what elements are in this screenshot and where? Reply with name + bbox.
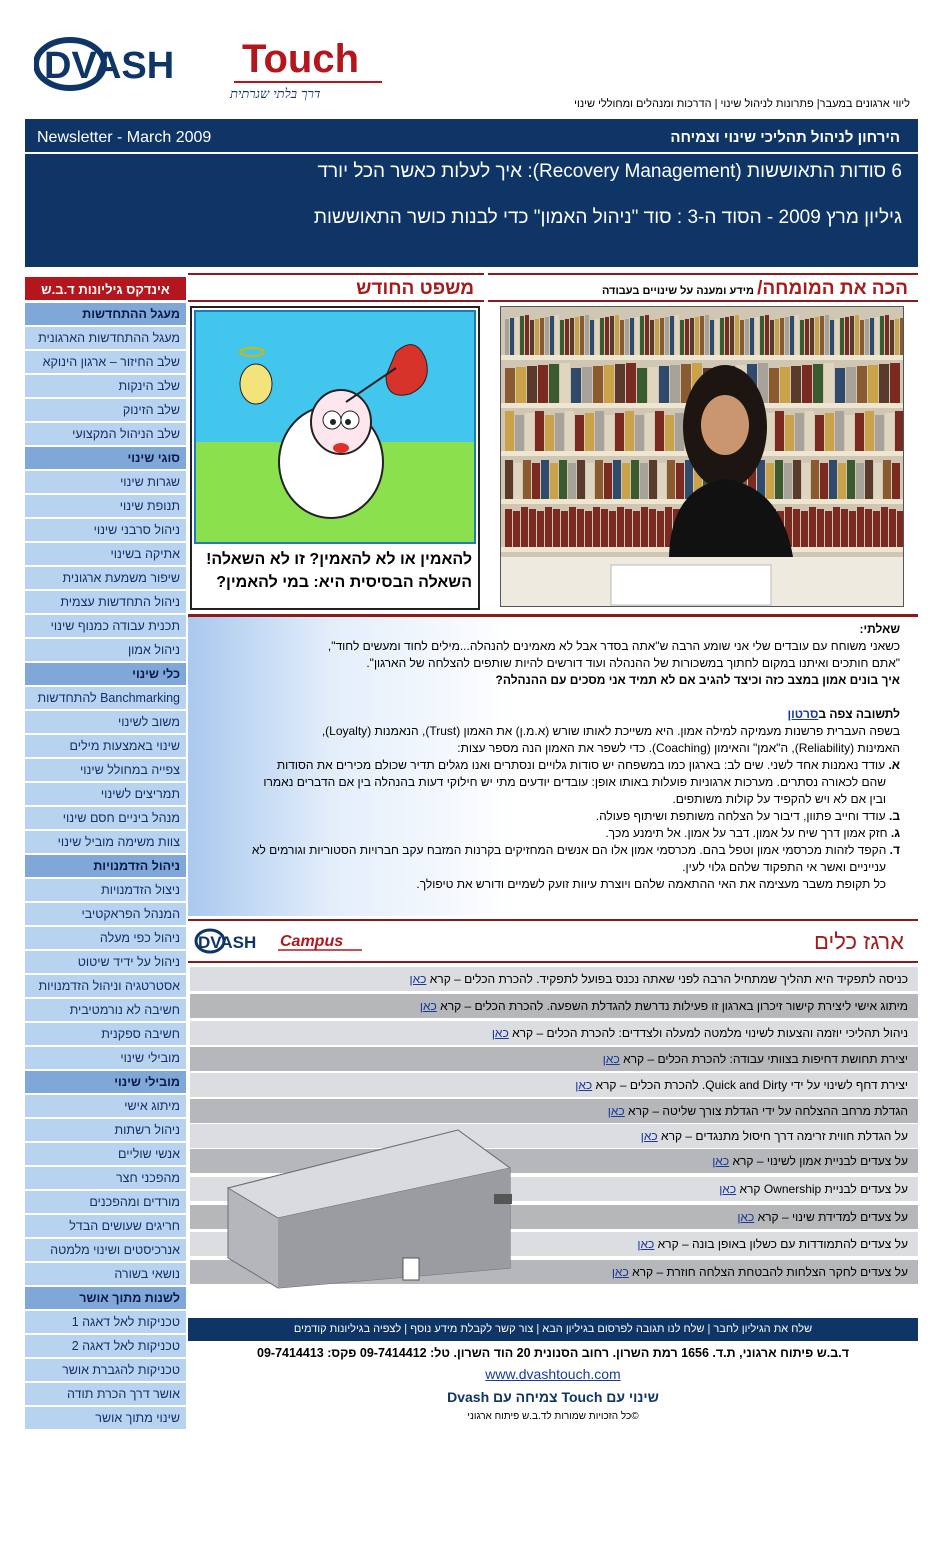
question-label: שאלתי: xyxy=(859,622,900,636)
newsletter-description: הירחון לניהול תהליכי שינוי וצמיחה xyxy=(670,129,900,146)
dvash-touch-logo[interactable] xyxy=(34,34,394,104)
read-here-link[interactable]: כאן xyxy=(737,1210,755,1224)
read-here-link[interactable]: כאן xyxy=(575,1078,593,1092)
tip-a-cont-2: ובין אם לא ויש להקפיד על קולות משותפים. xyxy=(672,792,886,806)
sidebar-link[interactable]: תכנית עבודה כמנוף שינוי xyxy=(25,615,186,637)
read-here-link[interactable]: כאן xyxy=(419,999,437,1013)
tip-d xyxy=(200,842,900,859)
quote-line-1: להאמין או לא להאמין? זו לא השאלה! xyxy=(206,551,472,568)
toolbox-item xyxy=(190,1073,918,1097)
footer-copyright: ©כל הזכויות שמורות לד.ב.ש פיתוח ארגוני xyxy=(467,1411,639,1422)
tip-d-cont: ענייניים ואשר אי התפקוד שלהם גלוי לעין. xyxy=(682,860,886,874)
campus-logo-word: Campus xyxy=(280,933,344,950)
red-rule xyxy=(188,961,918,963)
toolbox-image xyxy=(218,1118,518,1290)
sidebar-link[interactable]: Banchmarking להתחדשות xyxy=(25,687,186,709)
sidebar-link[interactable]: ניצול הזדמנויות xyxy=(25,879,186,901)
toolbox-item-text: יצירת דחף לשינוי על ידי Quick and Dirty. להכרת הכלים – קרא xyxy=(592,1078,908,1092)
read-here-link[interactable]: כאן xyxy=(491,1026,509,1040)
red-rule xyxy=(188,300,484,302)
toolbox-item-text: על צעדים למדידת שינוי – קרא xyxy=(754,1210,908,1224)
sidebar-link[interactable]: שלב החיזור – ארגון הינוקא xyxy=(25,351,186,373)
cartoon-image xyxy=(194,310,476,544)
sidebar-category-header: ניהול הזדמנויות xyxy=(25,855,186,877)
question-line-1: כשאני משוחח עם עובדים שלי אני שומע הרבה ש"אתה בסדר אבל לא מאמינים להנהלה...מילים לחוד ומעשים לחוד", xyxy=(327,639,900,653)
sidebar-link[interactable]: צפייה במחולל שינוי xyxy=(25,759,186,781)
sidebar-link[interactable]: טכניקות להגברת אושר xyxy=(25,1359,186,1381)
tip-a-text: עודד נאמנות אחד לשני. שים לב: בארגון כמו במשפחה יש סודות גלויים ונסתרים ואנו מגלים תדיר שכולם מכירים את הסודות xyxy=(276,758,886,772)
sidebar-link[interactable]: מנהל ביניים חסם שינוי xyxy=(25,807,186,829)
tagline: ליווי ארגונים במעבר| פתרונות לניהול שינוי | הדרכות ומנהלים ומחוללי שינוי xyxy=(574,98,910,110)
issue-subtitle: גיליון מרץ 2009 - הסוד ה-3 : סוד "ניהול האמון" כדי לבנות כושר התאוששות xyxy=(313,207,902,228)
toolbox-item-text: על צעדים לבניית אמון לשינוי – קרא xyxy=(729,1154,908,1168)
sidebar-link[interactable]: שיפור משמעת ארגונית xyxy=(25,567,186,589)
footer-website-link[interactable]: www.dvashtouch.com xyxy=(485,1366,621,1382)
sidebar-link[interactable]: תמריצים לשינוי xyxy=(25,783,186,805)
expert-title-main: הכה את המומחה/ xyxy=(757,278,908,299)
footer-slogan: שינוי עם Touch צמיחה עם Dvash xyxy=(447,1389,659,1405)
tip-g-letter: ג. xyxy=(890,826,900,840)
sidebar-link[interactable]: חשיבה ספקנית xyxy=(25,1023,186,1045)
question-line-3: איך בונים אמון במצב כזה וכיצד להגיב אם לא תמיד אני מסכים עם ההנהלה? xyxy=(495,673,900,687)
sidebar-link[interactable]: נושאי בשורה xyxy=(25,1263,186,1285)
red-rule xyxy=(188,919,918,921)
quote-line-2: השאלה הבסיסית היא: במי להאמין? xyxy=(216,574,472,591)
sidebar-link[interactable]: ניהול רשתות xyxy=(25,1119,186,1141)
toolbox-item-text: על צעדים לחקר הצלחות להבטחת הצלחה חוזרת – קרא xyxy=(628,1265,908,1279)
sidebar-link[interactable]: צוות משימה מוביל שינוי xyxy=(25,831,186,853)
sidebar-link[interactable]: מיתוג אישי xyxy=(25,1095,186,1117)
toolbox-item-text: על צעדים להתמודדות עם כשלון באופן בונה – קרא xyxy=(654,1237,908,1251)
sidebar-link[interactable]: שגרות שינוי xyxy=(25,471,186,493)
campus-logo-brand: DVASH xyxy=(198,933,257,952)
sidebar-category-header: מובילי שינוי xyxy=(25,1071,186,1093)
header-divider xyxy=(25,152,918,154)
quote-caption xyxy=(196,548,472,594)
read-here-link[interactable]: כאן xyxy=(602,1052,620,1066)
sidebar-link[interactable]: מובילי שינוי xyxy=(25,1047,186,1069)
sidebar-link[interactable]: שינוי מתוך אושר xyxy=(25,1407,186,1429)
toolbox-item-text: ניהול תהליכי יוזמה והצעות לשינוי מלמטה למעלה ולצדדים: להכרת הכלים – קרא xyxy=(508,1026,908,1040)
bookshelf-photo-image xyxy=(501,307,904,607)
toolbox-title: ארגז כלים xyxy=(814,929,904,954)
expert-section-header xyxy=(488,273,918,302)
footer-links[interactable]: שלח את הגיליון לחבר | שלח לנו תגובה לפרסום בגיליון הבא | צור קשר לקבלת מידע נוסף | לצפיה בגיליונות קודמים xyxy=(188,1318,918,1341)
sidebar-link[interactable]: אנרכיסטים ושינוי מלמטה xyxy=(25,1239,186,1261)
dvash-campus-logo[interactable] xyxy=(194,925,364,957)
issue-title: 6 סודות התאוששות (Recovery Management): איך לעלות כאשר הכל יורד xyxy=(317,161,902,182)
sidebar-link[interactable]: המנהל הפראקטיבי xyxy=(25,903,186,925)
toolbox-item xyxy=(190,994,918,1018)
video-link[interactable]: סרטון xyxy=(787,707,819,721)
answer-video-line xyxy=(200,706,900,723)
sidebar-link[interactable]: טכניקות לאל דאגה 2 xyxy=(25,1335,186,1357)
expert-title-sub: מידע ומענה על שינויים בעבודה xyxy=(601,285,758,297)
sidebar-link[interactable]: תנופת שינוי xyxy=(25,495,186,517)
read-here-link[interactable]: כאן xyxy=(640,1129,658,1143)
sidebar-link[interactable]: ניהול על ידיד שיטוט xyxy=(25,951,186,973)
expert-title xyxy=(488,275,918,300)
sidebar-link[interactable]: שינוי באמצעות מילים xyxy=(25,735,186,757)
tip-a-letter: א. xyxy=(888,758,900,772)
newsletter-date: Newsletter - March 2009 xyxy=(37,129,212,146)
tip-a xyxy=(200,757,900,774)
logo-brand-left: DVASH xyxy=(44,45,175,87)
tip-b xyxy=(200,808,900,825)
sidebar-link[interactable]: שלב הניהול המקצועי xyxy=(25,423,186,445)
sidebar-link[interactable]: אושר דרך הכרת תודה xyxy=(25,1383,186,1405)
sidebar-category-header: לשנות מתוך אושר xyxy=(25,1287,186,1309)
sidebar-link[interactable]: מורדים ומהפכנים xyxy=(25,1191,186,1213)
toolbox-item-text: יצירת תחושת דחיפות בצוותי עבודה: להכרת הכלים – קרא xyxy=(619,1052,908,1066)
tip-d-text: הקפד לזהות מכרסמי אמון וטפל בהם. מכרסמי אמון אלו הם אנשים המחזיקים בקרנות המזבח עקב חברויות הסטוריות וגורמים לא xyxy=(251,843,890,857)
answer-para-2: האמינות (Reliability), ה"אמן" והאימון (Coaching). כדי לשפר את האמון הנה מספר עצות: xyxy=(457,741,900,755)
footer-address: ד.ב.ש פיתוח ארגוני, ת.ד. 1656 רמת השרון. רחוב הסנונית 20 הוד השרון. טל: 09-7414412 פקס: 09-7414413 xyxy=(257,1346,849,1360)
sidebar-index xyxy=(25,277,186,1431)
toolbox-item-text: כניסה לתפקיד היא תהליך שמתחיל הרבה לפני שאתה נכנס בפועל לתפקיד. להכרת הכלים – קרא xyxy=(426,972,908,986)
answer-para-1: בשפה העברית פרשנות מעמיקה למילה אמון. היא משייכת לאותו שורש (א.מ.ן) את האמון (Trust), הנאמנות (Loyalty), xyxy=(321,724,900,738)
tip-d-letter: ד. xyxy=(889,843,900,857)
toolbox-item-text: על צעדים לבניית Ownership קרא xyxy=(736,1182,908,1196)
tip-b-letter: ב. xyxy=(888,809,900,823)
article-closing: כל תקופת משבר מעצימה את האי ההתאמה שלהם ויוצרת עיוות זועק לשמיים ודורש את טיפולך. xyxy=(416,877,886,891)
read-here-link[interactable]: כאן xyxy=(611,1265,629,1279)
sidebar-link[interactable]: אנשי שוליים xyxy=(25,1143,186,1165)
sidebar-link[interactable]: חשיבה לא נורמטיבית xyxy=(25,999,186,1021)
sidebar-link[interactable]: טכניקות לאל דאגה 1 xyxy=(25,1311,186,1333)
toolbox-item xyxy=(190,1021,918,1045)
sidebar-link[interactable]: שלב הזינוק xyxy=(25,399,186,421)
sidebar-category-header: כלי שינוי xyxy=(25,663,186,685)
sidebar-link[interactable]: משוב לשינוי xyxy=(25,711,186,733)
sidebar-link[interactable]: ניהול התחדשות עצמית xyxy=(25,591,186,613)
sidebar-list xyxy=(25,303,186,1429)
sidebar-link[interactable]: שלב הינקות xyxy=(25,375,186,397)
sidebar-link[interactable]: ניהול כפי מעלה xyxy=(25,927,186,949)
tip-g xyxy=(200,825,900,842)
tip-b-text: עודד וחייב פתוון, דיבור על הצלחה משותפת ושיתוף פעולה. xyxy=(595,809,889,823)
red-rule xyxy=(488,300,918,302)
toolbox-item-text: הגדלת מרחב ההצלחה על ידי הגדלת צורך שליטה – קרא xyxy=(624,1104,908,1118)
tip-g-text: חזק אמון דרך שיח על אמון. דבר על אמון. אל תימנע מכך. xyxy=(605,826,891,840)
sidebar-title: אינדקס גיליונות ד.ב.ש xyxy=(25,277,186,303)
toolbox-item xyxy=(190,1047,918,1071)
toolbox-item-text: מיתוג אישי ליצירת קישור זיכרון בארגון זו פעילות נדרשת להגדלת השפעה. להכרת הכלים – קרא xyxy=(436,999,908,1013)
quote-of-month-box xyxy=(190,306,480,610)
read-here-link[interactable]: כאן xyxy=(409,972,427,986)
logo-brand-right: Touch xyxy=(242,37,360,81)
sidebar-link[interactable]: חריגים שעושים הבדל xyxy=(25,1215,186,1237)
sidebar-link[interactable]: אתיקה בשינוי xyxy=(25,543,186,565)
question-line-2: "אתם חותכים ואיתנו במקום לחתוך במשכורות של ההנהלה ועוד דורשים להיות שותפים להצלחה של הארגון". xyxy=(366,656,900,670)
angel-devil-cartoon xyxy=(196,312,474,542)
quote-section-header xyxy=(188,273,484,302)
sidebar-link[interactable]: מעגל ההתחדשות הארגונית xyxy=(25,327,186,349)
expert-photo xyxy=(500,306,904,607)
sidebar-category-header: סוגי שינוי xyxy=(25,447,186,469)
toolbox-item xyxy=(190,967,918,991)
read-here-link[interactable]: כאן xyxy=(712,1154,730,1168)
read-here-link[interactable]: כאן xyxy=(719,1182,737,1196)
toolbox-item-text: על הגדלת חווית זרימה דרך חיסול מתנגדים – קרא xyxy=(657,1129,908,1143)
expert-article xyxy=(188,614,918,916)
sidebar-link[interactable]: מהפכני חצר xyxy=(25,1167,186,1189)
answer-prefix: לתשובה צפה ב xyxy=(818,707,900,721)
sidebar-link[interactable]: ניהול סרבני שינוי xyxy=(25,519,186,541)
newsletter-header xyxy=(25,119,918,267)
sidebar-link[interactable]: אסטרטגיה וניהול הזדמנויות xyxy=(25,975,186,997)
read-here-link[interactable]: כאן xyxy=(637,1237,655,1251)
quote-title: משפט החודש xyxy=(356,278,474,299)
sidebar-link[interactable]: ניהול אמון xyxy=(25,639,186,661)
logo-subtitle: דרך בלתי שגרתית xyxy=(230,87,321,102)
read-here-link[interactable]: כאן xyxy=(607,1104,625,1118)
tip-a-cont-1: שהם לכאורה נסתרים. מערכות ארגוניות פועלות באותו אופן: עובדים יודעים מתי יש חילוקי דעות בהנהלה בין אם הדברים נאמרו xyxy=(263,775,886,789)
sidebar-category-header: מעגל ההתחדשות xyxy=(25,303,186,325)
